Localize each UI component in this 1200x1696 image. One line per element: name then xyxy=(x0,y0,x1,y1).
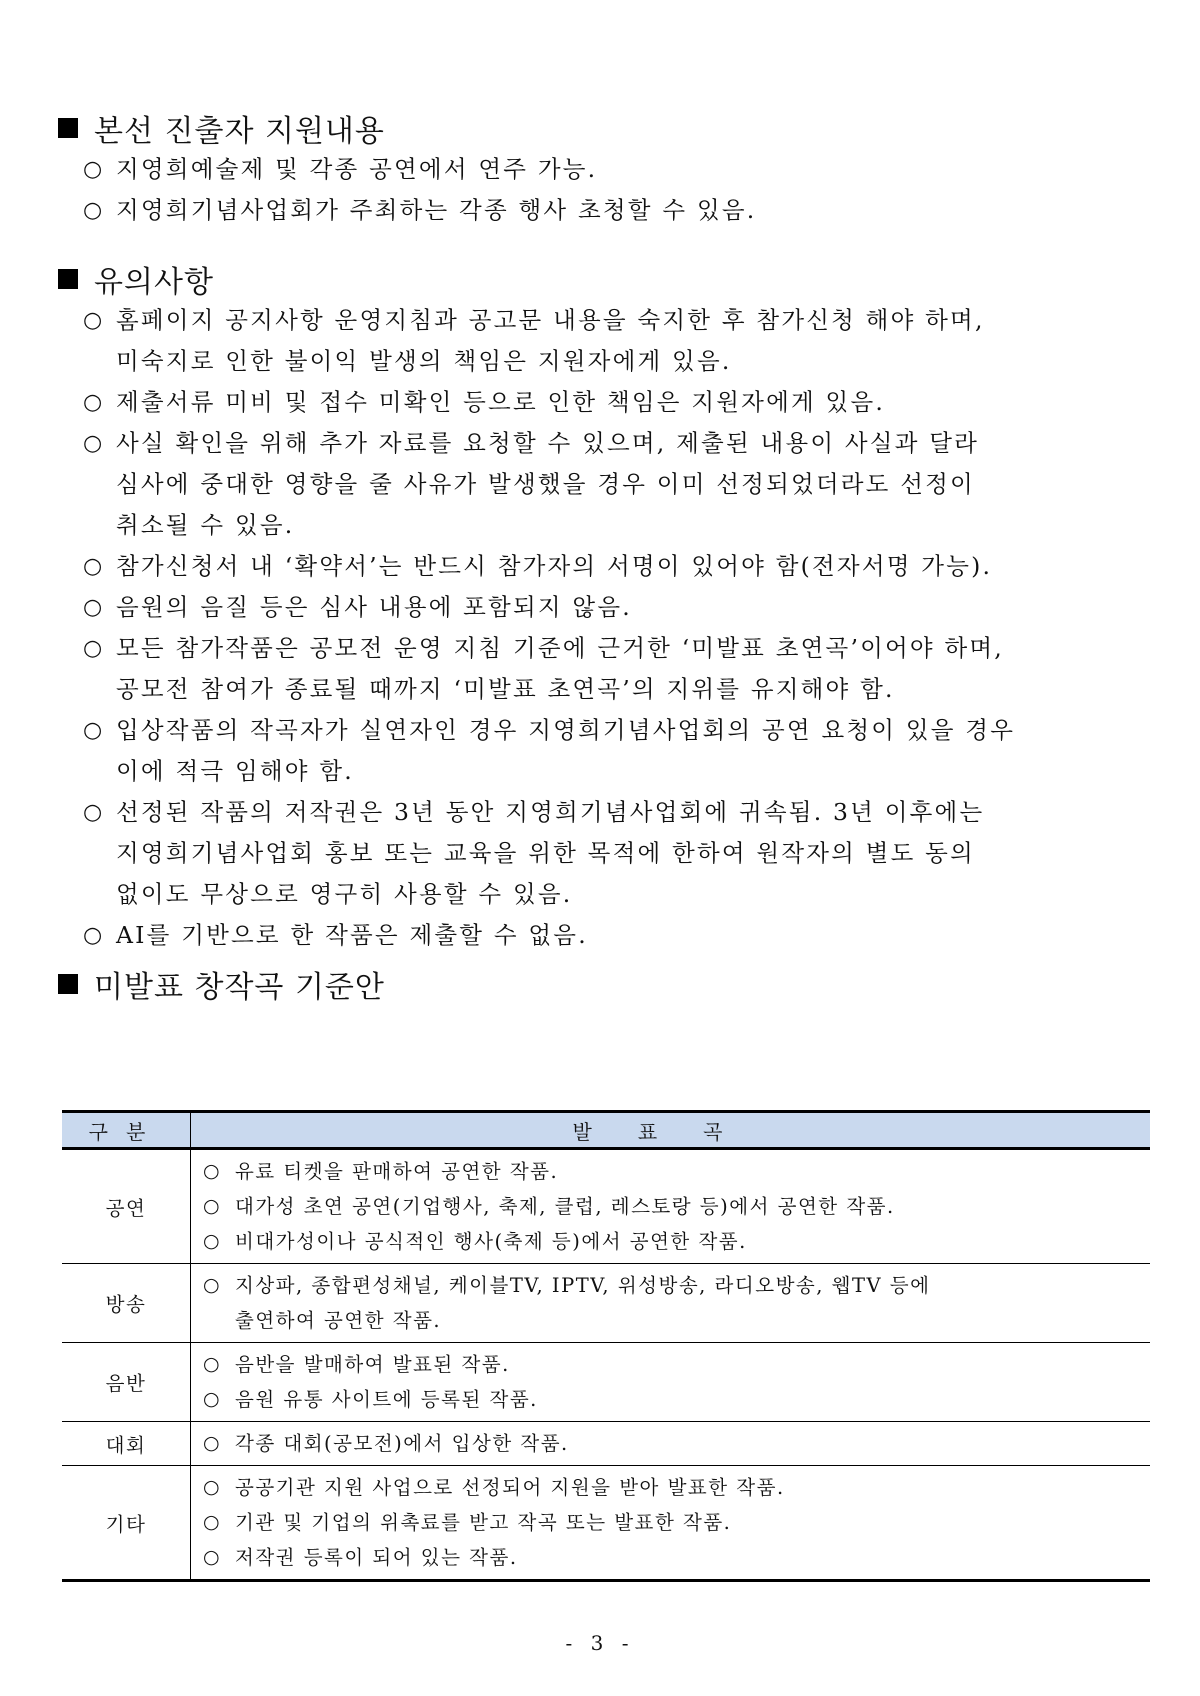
circle-bullet-icon: ○ xyxy=(203,1195,222,1217)
published-cell xyxy=(191,1264,1151,1343)
circle-bullet-icon: ○ xyxy=(203,1432,222,1454)
page-number: - 3 - xyxy=(565,1631,635,1655)
table-row xyxy=(62,1343,1150,1422)
criteria-line xyxy=(203,1540,1150,1575)
item-text: 모든 참가작품은 공모전 운영 지침 기준에 근거한 ‘미발표 초연곡’이어야 하며, xyxy=(116,634,1004,662)
list-item xyxy=(58,792,1148,915)
criteria-line xyxy=(203,1347,1150,1382)
criteria-line xyxy=(203,1154,1150,1189)
circle-bullet-icon: ○ xyxy=(83,636,105,661)
category-cell: 음반 xyxy=(62,1343,191,1422)
item-text: 음원의 음질 등은 심사 내용에 포함되지 않음. xyxy=(116,593,632,621)
circle-bullet-icon: ○ xyxy=(203,1511,222,1533)
criteria-text: 음반을 발매하여 발표된 작품. xyxy=(235,1353,510,1376)
item-text: 이에 적극 임해야 함. xyxy=(116,757,354,785)
square-bullet-icon xyxy=(58,974,78,994)
criteria-line xyxy=(203,1505,1150,1540)
header-published: 발표곡 xyxy=(191,1112,1151,1149)
circle-bullet-icon: ○ xyxy=(83,595,105,620)
square-bullet-icon xyxy=(58,118,78,138)
list-item xyxy=(58,190,1148,231)
circle-bullet-icon: ○ xyxy=(83,431,105,456)
published-cell xyxy=(191,1149,1151,1264)
item-text: 입상작품의 작곡자가 실연자인 경우 지영희기념사업회의 공연 요청이 있을 경우 xyxy=(116,716,1016,744)
circle-bullet-icon: ○ xyxy=(83,554,105,579)
criteria-text: 비대가성이나 공식적인 행사(축제 등)에서 공연한 작품. xyxy=(235,1230,747,1253)
table-header-row xyxy=(62,1112,1150,1149)
section-title xyxy=(58,964,1148,1004)
circle-bullet-icon: ○ xyxy=(203,1388,222,1410)
list-item xyxy=(58,628,1148,710)
list-item xyxy=(58,546,1148,587)
table-row xyxy=(62,1149,1150,1264)
criteria-line xyxy=(203,1382,1150,1417)
criteria-text: 각종 대회(공모전)에서 입상한 작품. xyxy=(235,1432,569,1455)
list-item xyxy=(58,587,1148,628)
criteria-line xyxy=(203,1189,1150,1224)
item-text: 없이도 무상으로 영구히 사용할 수 있음. xyxy=(116,880,573,908)
item-text: 미숙지로 인한 불이익 발생의 책임은 지원자에게 있음. xyxy=(116,347,732,375)
item-text: 공모전 참여가 종료될 때까지 ‘미발표 초연곡’의 지위를 유지해야 함. xyxy=(116,675,895,703)
section-criteria xyxy=(58,964,1148,1004)
list-item xyxy=(58,915,1148,956)
section-notes xyxy=(58,259,1148,956)
table-row xyxy=(62,1264,1150,1343)
list-item xyxy=(58,300,1148,382)
item-text: 취소될 수 있음. xyxy=(116,511,295,539)
circle-bullet-icon: ○ xyxy=(203,1274,222,1296)
section-title-text: 미발표 창작곡 기준안 xyxy=(94,970,385,1005)
criteria-line xyxy=(203,1224,1150,1259)
list-item xyxy=(58,710,1148,792)
item-list xyxy=(58,300,1148,956)
criteria-text: 기관 및 기업의 위촉료를 받고 작곡 또는 발표한 작품. xyxy=(235,1511,732,1534)
item-text: 홈페이지 공지사항 운영지침과 공고문 내용을 숙지한 후 참가신청 해야 하며, xyxy=(116,306,985,334)
list-item xyxy=(58,149,1148,190)
section-title-text: 본선 진출자 지원내용 xyxy=(94,114,385,149)
published-cell xyxy=(191,1343,1151,1422)
circle-bullet-icon: ○ xyxy=(203,1476,222,1498)
table-body xyxy=(62,1149,1150,1581)
circle-bullet-icon: ○ xyxy=(83,800,105,825)
item-text: 선정된 작품의 저작권은 3년 동안 지영희기념사업회에 귀속됨. 3년 이후에는 xyxy=(116,798,985,826)
table-row xyxy=(62,1422,1150,1466)
criteria-text: 출연하여 공연한 작품. xyxy=(235,1309,442,1332)
circle-bullet-icon: ○ xyxy=(203,1230,222,1252)
category-cell: 방송 xyxy=(62,1264,191,1343)
section-title xyxy=(58,259,1148,299)
circle-bullet-icon: ○ xyxy=(83,157,105,182)
criteria-text: 공공기관 지원 사업으로 선정되어 지원을 받아 발표한 작품. xyxy=(235,1476,785,1499)
circle-bullet-icon: ○ xyxy=(83,308,105,333)
section-title-text: 유의사항 xyxy=(94,265,214,300)
item-list xyxy=(58,149,1148,231)
section-title xyxy=(58,108,1148,148)
item-text: 제출서류 미비 및 접수 미확인 등으로 인한 책임은 지원자에게 있음. xyxy=(116,388,886,416)
criteria-line xyxy=(203,1268,1150,1303)
circle-bullet-icon: ○ xyxy=(83,198,105,223)
list-item xyxy=(58,382,1148,423)
item-text: 지영희기념사업회가 주최하는 각종 행사 초청할 수 있음. xyxy=(116,196,757,224)
list-item xyxy=(58,423,1148,546)
criteria-text: 대가성 초연 공연(기업행사, 축제, 클럽, 레스토랑 등)에서 공연한 작품. xyxy=(235,1195,895,1218)
published-cell xyxy=(191,1466,1151,1581)
item-text: 지영희예술제 및 각종 공연에서 연주 가능. xyxy=(116,155,598,183)
item-text: AI를 기반으로 한 작품은 제출할 수 없음. xyxy=(116,921,588,949)
table-row xyxy=(62,1466,1150,1581)
section-support xyxy=(58,108,1148,231)
criteria-text: 저작권 등록이 되어 있는 작품. xyxy=(235,1546,518,1569)
criteria-line xyxy=(203,1470,1150,1505)
category-cell: 기타 xyxy=(62,1466,191,1581)
criteria-text: 음원 유통 사이트에 등록된 작품. xyxy=(235,1388,538,1411)
criteria-text: 지상파, 종합편성채널, 케이블TV, IPTV, 위성방송, 라디오방송, 웹TV 등에 xyxy=(235,1274,931,1297)
criteria-table xyxy=(62,1110,1150,1582)
criteria-line xyxy=(203,1303,1150,1338)
circle-bullet-icon: ○ xyxy=(83,718,105,743)
item-text: 사실 확인을 위해 추가 자료를 요청할 수 있으며, 제출된 내용이 사실과 달라 xyxy=(116,429,980,457)
category-cell: 공연 xyxy=(62,1149,191,1264)
header-category: 구분 xyxy=(62,1112,191,1149)
item-text: 참가신청서 내 ‘확약서’는 반드시 참가자의 서명이 있어야 함(전자서명 가능). xyxy=(116,552,993,580)
criteria-line xyxy=(203,1426,1150,1461)
circle-bullet-icon: ○ xyxy=(203,1546,222,1568)
item-text: 심사에 중대한 영향을 줄 사유가 발생했을 경우 이미 선정되었더라도 선정이 xyxy=(116,470,975,498)
circle-bullet-icon: ○ xyxy=(83,923,105,948)
square-bullet-icon xyxy=(58,269,78,289)
circle-bullet-icon: ○ xyxy=(203,1353,222,1375)
item-text: 지영희기념사업회 홍보 또는 교육을 위한 목적에 한하여 원작자의 별도 동의 xyxy=(116,839,975,867)
circle-bullet-icon: ○ xyxy=(203,1160,222,1182)
circle-bullet-icon: ○ xyxy=(83,390,105,415)
criteria-text: 유료 티켓을 판매하여 공연한 작품. xyxy=(235,1160,559,1183)
published-cell xyxy=(191,1422,1151,1466)
category-cell: 대회 xyxy=(62,1422,191,1466)
